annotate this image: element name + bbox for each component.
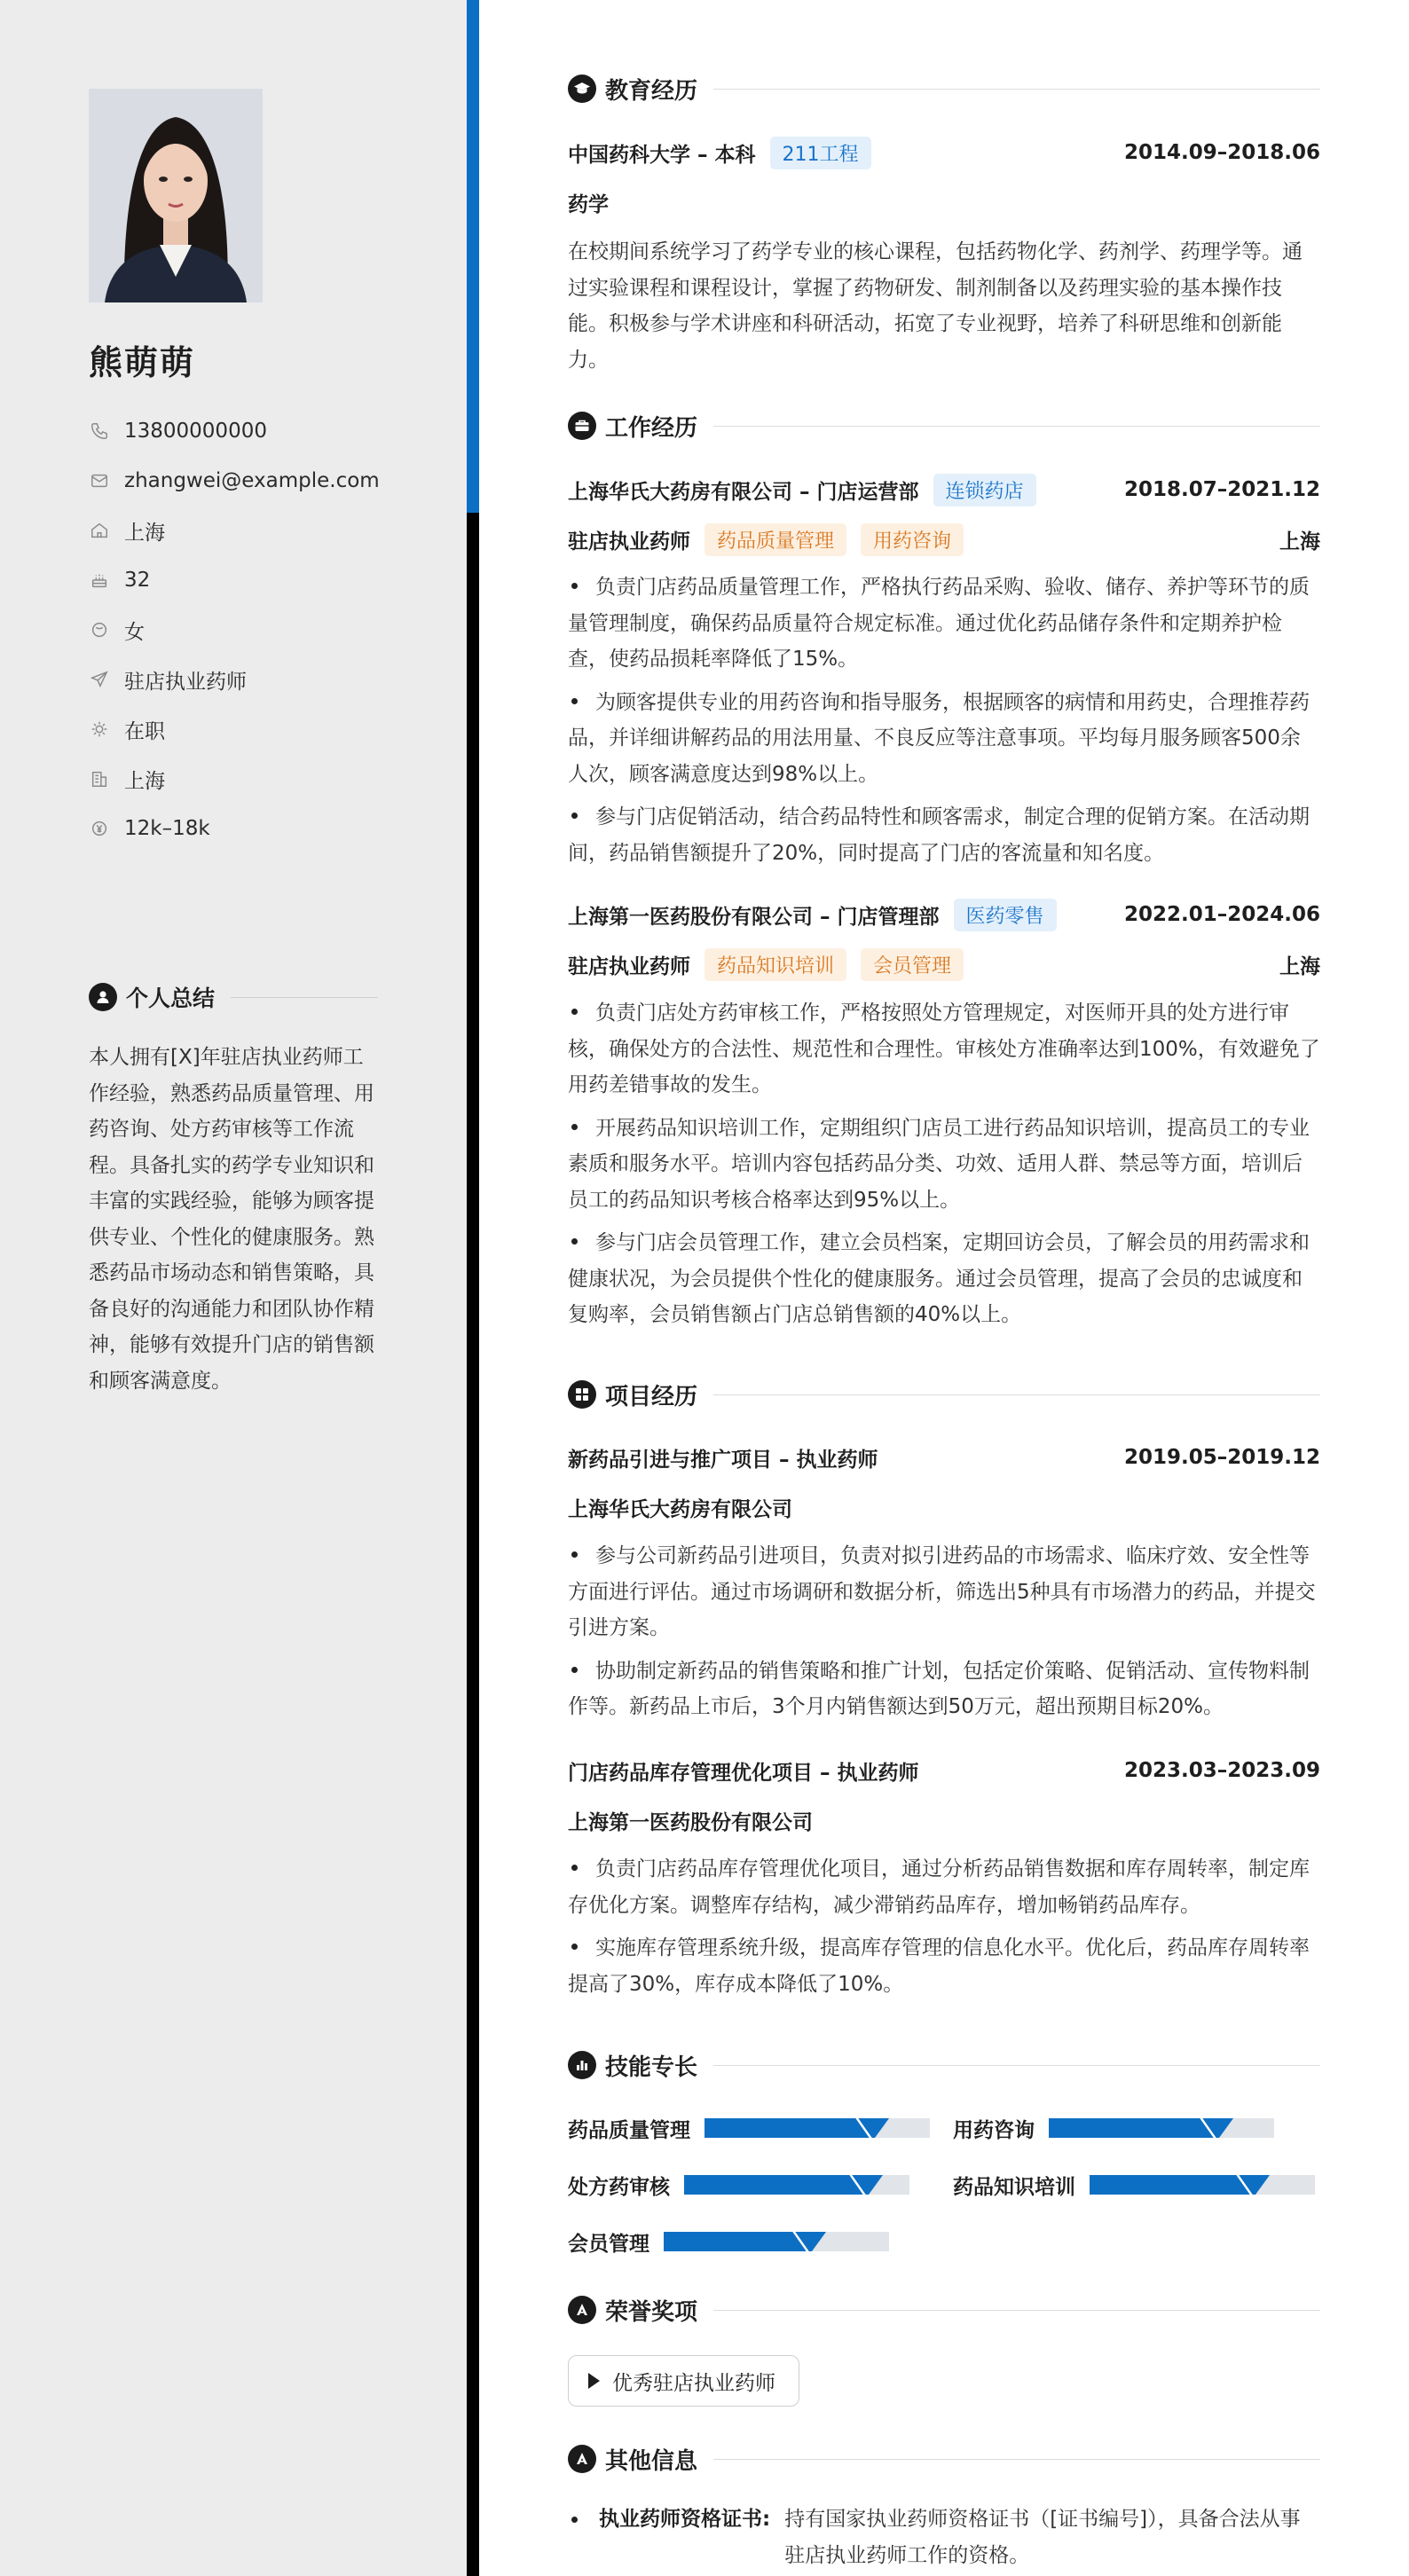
skill-item: [568, 2169, 909, 2201]
project-2-date: 2023.03–2023.09: [1123, 1759, 1320, 1782]
other-section-title: [568, 2441, 1320, 2477]
job-1-role-row: [568, 522, 1320, 557]
target-city-text: 上海: [124, 769, 165, 793]
projects-title-text: 项目经历: [605, 1383, 698, 1410]
job-2-skill-tag: 会员管理: [861, 948, 964, 981]
sidebar: [0, 0, 467, 2576]
work-title-text: 工作经历: [605, 414, 698, 442]
project-1-date: 2019.05–2019.12: [1123, 1446, 1320, 1469]
list-item: 为顾客提供专业的用药咨询和指导服务，根据顾客的病情和用药史，合理推荐药品，并详细讲解药品的用法用量、不良反应等注意事项。平均每月服务顾客500余人次，顾客满意度达到98%以上。: [568, 690, 1310, 786]
school-name: 中国药科大学 – 本科: [568, 143, 756, 167]
work-section-title: [568, 408, 1320, 444]
job-2-header: [568, 897, 1320, 932]
skill-label: 药品质量管理: [568, 2118, 690, 2142]
candidate-name: 熊萌萌: [89, 343, 196, 382]
position-text: 驻店执业药师: [124, 670, 247, 694]
project-1-org-row: [568, 1489, 1320, 1525]
school-tag: 211工程: [770, 137, 871, 169]
honors-title-text: 荣誉奖项: [605, 2298, 698, 2326]
skill-bar: [1090, 2175, 1315, 2195]
graduation-cap-icon: [568, 75, 596, 103]
job-2-skill-tag: 药品知识培训: [704, 948, 846, 981]
building-icon: [89, 768, 110, 789]
gender-icon: [89, 619, 110, 640]
skill-bar: [1049, 2118, 1274, 2138]
education-title-text: 教育经历: [605, 77, 698, 105]
skills-section-title: [568, 2047, 1320, 2083]
salary-text: 12k–18k: [124, 817, 210, 840]
job-1-role: 驻店执业药师: [568, 530, 690, 554]
portrait-image: [89, 89, 263, 302]
honor-item: [568, 2355, 799, 2407]
summary-title-text: 个人总结: [126, 986, 216, 1011]
education-major-row: [568, 185, 1320, 220]
honor-text: 优秀驻店执业药师: [612, 2371, 775, 2395]
location-text: 上海: [124, 521, 165, 545]
contact-info-list: [89, 406, 382, 853]
education-section-title: [568, 71, 1320, 106]
job-1-date: 2018.07–2021.12: [1123, 478, 1320, 501]
job-2-bullets: [568, 995, 1320, 1340]
job-1-bullets: [568, 569, 1320, 878]
job-1-city: 上海: [1279, 530, 1320, 554]
info-age: [89, 555, 382, 605]
status-icon: [89, 719, 110, 740]
skill-bar: [664, 2232, 889, 2251]
job-2-date: 2022.01–2024.06: [1123, 903, 1320, 926]
person-icon: [89, 983, 117, 1011]
job-2-company: 上海第一医药股份有限公司 – 门店管理部: [568, 905, 940, 929]
job-1-tag: 连锁药店: [933, 474, 1036, 507]
job-1-skill-tag: 用药咨询: [861, 523, 964, 556]
projects-section-title: [568, 1377, 1320, 1412]
list-item: 开展药品知识培训工作，定期组织门店员工进行药品知识培训，提高员工的专业素质和服务水平。培训内容包括药品分类、功效、适用人群、禁忌等方面，培训后员工的药品知识考核合格率达到95%以上。: [568, 1116, 1310, 1212]
skill-label: 药品知识培训: [953, 2175, 1075, 2199]
info-salary: [89, 804, 382, 853]
job-1-header: [568, 472, 1320, 507]
award-icon: [568, 2296, 596, 2324]
info-location: [89, 506, 382, 555]
other-info-item: [568, 2501, 1320, 2573]
info-status: [89, 704, 382, 754]
other-info-value: 持有国家执业药师资格证书（[证书编号]），具备合法从事驻店执业药师工作的资格。: [784, 2508, 1301, 2567]
summary-divider: [231, 997, 378, 998]
project-1-bullets: [568, 1538, 1320, 1732]
project-2-bullets: [568, 1851, 1320, 2009]
info-badge-icon: [568, 2445, 596, 2473]
list-item: 协助制定新药品的销售策略和推广计划，包括定价策略、促销活动、宣传物料制作等。新药品上市后，3个月内销售额达到50万元，超出预期目标20%。: [568, 1659, 1310, 1718]
cake-icon: [89, 569, 110, 591]
projects-divider: [713, 1394, 1320, 1395]
list-item: 负责门店处方药审核工作，严格按照处方管理规定，对医师开具的处方进行审核，确保处方的合法性、规范性和合理性。审核处方准确率达到100%，有效避免了用药差错事故的发生。: [568, 1001, 1320, 1096]
honors-divider: [713, 2310, 1320, 2311]
honors-section-title: [568, 2292, 1320, 2328]
education-header: [568, 135, 1320, 170]
phone-text: 13800000000: [124, 420, 267, 443]
other-divider: [713, 2459, 1320, 2460]
summary-section-title: [89, 981, 378, 1013]
list-item: 负责门店药品质量管理工作，严格执行药品采购、验收、储存、养护等环节的质量管理制度，确保药品质量符合规定标准。通过优化药品储存条件和定期养护检查，使药品损耗率降低了15%。: [568, 576, 1310, 671]
age-text: 32: [124, 569, 151, 592]
education-divider: [713, 89, 1320, 90]
skill-bar: [704, 2118, 930, 2138]
skill-label: 处方药审核: [568, 2175, 670, 2199]
other-title-text: 其他信息: [605, 2447, 698, 2475]
project-2-name: 门店药品库存管理优化项目 – 执业药师: [568, 1761, 919, 1785]
skills-divider: [713, 2065, 1320, 2066]
project-2-org-row: [568, 1802, 1320, 1838]
info-target-city: [89, 754, 382, 804]
play-icon: [588, 2373, 600, 2389]
job-2-role-row: [568, 946, 1320, 982]
email-text: zhangwei@example.com: [124, 469, 380, 492]
info-gender: [89, 605, 382, 655]
profile-photo: [89, 89, 263, 302]
list-item: 参与门店会员管理工作，建立会员档案，定期回访会员，了解会员的用药需求和健康状况，为会员提供个性化的健康服务。通过会员管理，提高了会员的忠诚度和复购率，会员销售额占门店总销售额的40%以上。: [568, 1231, 1310, 1326]
job-1-company: 上海华氏大药房有限公司 – 门店运营部: [568, 480, 919, 504]
bar-chart-icon: [568, 2051, 596, 2079]
info-phone: [89, 406, 382, 456]
list-item: 参与公司新药品引进项目，负责对拟引进药品的市场需求、临床疗效、安全性等方面进行评估。通过市场调研和数据分析，筛选出5种具有市场潜力的药品，并提交引进方案。: [568, 1544, 1316, 1639]
info-email: [89, 456, 382, 506]
work-divider: [713, 426, 1320, 427]
home-icon: [89, 520, 110, 541]
job-2-city: 上海: [1279, 954, 1320, 978]
project-1-header: [568, 1440, 1320, 1475]
project-2-header: [568, 1753, 1320, 1788]
list-item: 负责门店药品库存管理优化项目，通过分析药品销售数据和库存周转率，制定库存优化方案。调整库存结构，减少滞销药品库存，增加畅销药品库存。: [568, 1857, 1310, 1917]
job-2-tag: 医药零售: [954, 899, 1057, 931]
briefcase-icon: [568, 412, 596, 440]
skills-title-text: 技能专长: [605, 2054, 698, 2081]
skill-item: [953, 2112, 1274, 2144]
education-description: 在校期间系统学习了药学专业的核心课程，包括药物化学、药剂学、药理学等。通过实验课程和课程设计，掌握了药物研发、制剂制备以及药理实验的基本操作技能。积极参与学术讲座和科研活动，拓宽了专业视野，培养了科研思维和创新能力。: [568, 240, 1303, 372]
skill-bar: [684, 2175, 909, 2195]
summary-text: 本人拥有[X]年驻店执业药师工作经验，熟悉药品质量管理、用药咨询、处方药审核等工作流程。具备扎实的药学专业知识和丰富的实践经验，能够为顾客提供专业、个性化的健康服务。熟悉药品市场动态和销售策略，具备良好的沟通能力和团队协作精神，能够有效提升门店的销售额和顾客满意度。: [89, 1046, 374, 1393]
job-1-skill-tag: 药品质量管理: [704, 523, 846, 556]
list-item: 实施库存管理系统升级，提高库存管理的信息化水平。优化后，药品库存周转率提高了30%，库存成本降低了10%。: [568, 1936, 1310, 1996]
project-1-name: 新药品引进与推广项目 – 执业药师: [568, 1448, 878, 1472]
accent-strip: [467, 0, 479, 513]
education-date: 2014.09–2018.06: [1123, 141, 1320, 164]
other-info-key: 执业药师资格证书:: [599, 2508, 771, 2531]
grid-icon: [568, 1380, 596, 1409]
salary-icon: [89, 818, 110, 839]
gender-text: 女: [124, 620, 145, 644]
project-1-org: 上海华氏大药房有限公司: [568, 1497, 792, 1521]
skill-item: [568, 2226, 889, 2258]
list-item: 参与门店促销活动，结合药品特性和顾客需求，制定合理的促销方案。在活动期间，药品销售额提升了20%，同时提高了门店的客流量和知名度。: [568, 805, 1310, 865]
major-name: 药学: [568, 192, 609, 216]
status-text: 在职: [124, 719, 165, 743]
skill-item: [568, 2112, 930, 2144]
skill-label: 用药咨询: [953, 2118, 1035, 2142]
skill-item: [953, 2169, 1315, 2201]
skill-label: 会员管理: [568, 2232, 649, 2256]
mail-icon: [89, 470, 110, 491]
info-position: [89, 655, 382, 704]
job-2-role: 驻店执业药师: [568, 954, 690, 978]
send-icon: [89, 669, 110, 690]
project-2-org: 上海第一医药股份有限公司: [568, 1810, 813, 1834]
phone-icon: [89, 420, 110, 442]
